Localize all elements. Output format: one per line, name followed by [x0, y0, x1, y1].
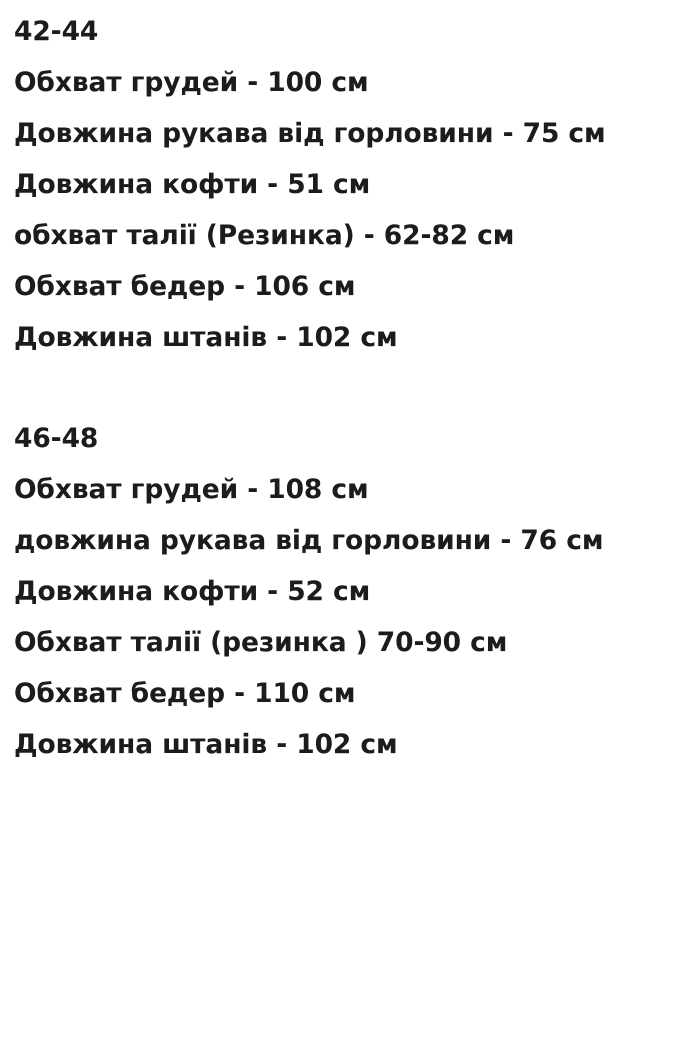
block-separator — [14, 363, 666, 413]
measurement-line: Довжина штанів - 102 см — [14, 322, 398, 353]
measurement-line: Обхват талії (резинка ) 70-90 см — [14, 627, 508, 658]
measurement-line: Довжина рукава від горловини - 75 см — [14, 118, 606, 149]
measurement-line: Довжина штанів - 102 см — [14, 729, 398, 760]
size-block-42-44 — [14, 6, 666, 363]
measurement-line: Обхват бедер - 110 см — [14, 678, 356, 709]
measurement-line: Довжина кофти - 52 см — [14, 576, 371, 607]
measurement-line: обхват талії (Резинка) - 62-82 см — [14, 220, 515, 251]
measurement-line: Обхват грудей - 100 см — [14, 67, 369, 98]
measurement-line: Обхват грудей - 108 см — [14, 474, 369, 505]
measurement-line: Обхват бедер - 106 см — [14, 271, 356, 302]
size-block-46-48 — [14, 413, 666, 770]
measurement-line: довжина рукава від горловини - 76 см — [14, 525, 604, 556]
size-label: 42-44 — [14, 16, 99, 47]
size-label: 46-48 — [14, 423, 99, 454]
measurement-line: Довжина кофти - 51 см — [14, 169, 371, 200]
